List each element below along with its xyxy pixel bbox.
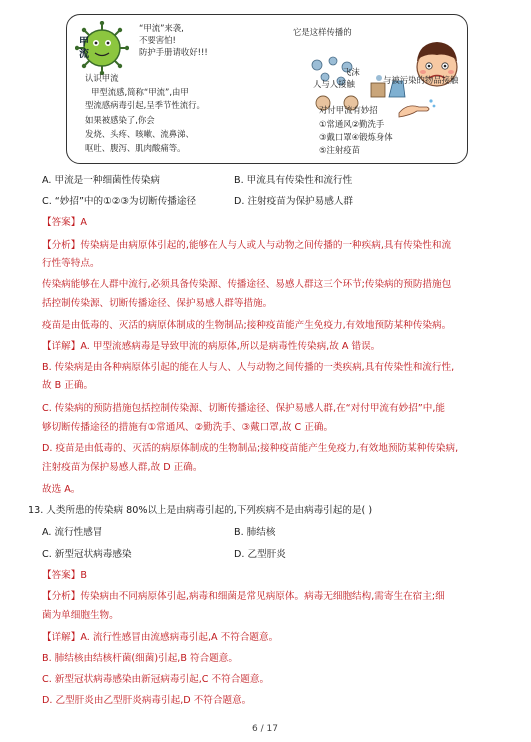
q12-detail-line-4: C. 传染病的预防措施包括控制传染源、切断传播途径、保护易感人群,在“对付甲流有妙招”中,能 <box>42 403 445 414</box>
tip-line-2: ③戴口罩④锻炼身体 <box>319 132 393 142</box>
spread-contact-label: 人与人接触 <box>313 79 355 89</box>
know-line-2: 型流感病毒引起,呈季节性流行。 <box>85 100 205 110</box>
q12-option-b: B. 甲流具有传染性和流行性 <box>234 175 353 186</box>
speech-line-1: “甲流”来袭, <box>139 23 184 33</box>
q13-detail-line-3: C. 新型冠状病毒感染由新冠病毒引起,C 不符合题意。 <box>42 674 270 685</box>
q12-option-d: D. 注射疫苗为保护易感人群 <box>234 196 354 207</box>
q12-analysis-line-2: 行性等特点。 <box>42 258 100 269</box>
infect-title: 如果被感染了,你会 <box>85 115 155 125</box>
speech-line-3: 防护手册请收好!!! <box>139 47 208 57</box>
spread-object-label: 与被污染的物品接触 <box>383 75 459 85</box>
q12-option-a: A. 甲流是一种细菌性传染病 <box>42 175 161 186</box>
tip-line-1: ①常通风②勤洗手 <box>319 119 385 129</box>
q12-detail-line-1: 【详解】A. 甲型流感病毒是导致甲流的病原体,所以是病毒性传染病,故 A 错误。 <box>42 341 381 352</box>
q13-answer: 【答案】B <box>42 570 87 581</box>
know-title: 认识甲流 <box>85 73 119 83</box>
tips-title: 对付甲流有妙招 <box>319 105 378 115</box>
q12-analysis-line-5: 疫苗是由低毒的、灭活的病原体制成的生物制品;接种疫苗能产生免疫力,有效地预防某种传染病。 <box>42 320 452 331</box>
q13-stem: 13. 人类所患的传染病 80%以上是由病毒引起的,下列疾病不是由病毒引起的是( ) <box>28 505 373 516</box>
tip-line-3: ⑤注射疫苗 <box>319 145 361 155</box>
spread-title: 它是这样传播的 <box>293 27 352 37</box>
q12-detail-line-3: 故 B 正确。 <box>42 380 94 391</box>
q12-analysis-line-1: 【分析】传染病是由病原体引起的,能够在人与人或人与动物之间传播的一种疾病,具有传染性和流 <box>42 240 452 251</box>
q12-analysis-line-3: 传染病能够在人群中流行,必须具备传染源、传播途径、易感人群这三个环节;传染病的预防措施包 <box>42 279 452 290</box>
q12-answer: 【答案】A <box>42 217 87 228</box>
speech-line-2: 不要害怕! <box>139 35 176 45</box>
q13-option-c: C. 新型冠状病毒感染 <box>42 549 132 560</box>
hand-washing-icon <box>397 97 437 119</box>
q13-detail-line-2: B. 肺结核由结核杆菌(细菌)引起,B 符合题意。 <box>42 653 238 664</box>
q12-conclusion: 故选 A。 <box>42 484 81 495</box>
q13-option-b: B. 肺结核 <box>234 527 276 538</box>
flu-prevention-figure <box>66 14 468 164</box>
q12-detail-line-5: 够切断传播途径的措施有①常通风、②勤洗手、③戴口罩,故 C 正确。 <box>42 422 334 433</box>
infect-line-1: 发烧、头疼、咳嗽、流鼻涕、 <box>85 129 194 139</box>
q13-detail-line-4: D. 乙型肝炎由乙型肝炎病毒引起,D 不符合题意。 <box>42 695 252 706</box>
q12-option-c: C. “妙招”中的①②③为切断传播途径 <box>42 196 197 207</box>
q12-detail-line-2: B. 传染病是由各种病原体引起的能在人与人、人与动物之间传播的一类疾病,具有传染性和流行性, <box>42 362 455 373</box>
know-line-1: 甲型流感,简称“甲流”,由甲 <box>91 87 189 97</box>
q13-option-a: A. 流行性感冒 <box>42 527 103 538</box>
flu-label: 甲 流 <box>79 37 89 60</box>
q13-analysis-line-2: 菌为单细胞生物。 <box>42 610 119 621</box>
q13-analysis-line-1: 【分析】传染病由不同病原体引起,病毒和细菌是常见病原体。病毒无细胞结构,需寄生在宿主;细 <box>42 591 445 602</box>
page-number: 6 / 17 <box>252 724 278 734</box>
q12-detail-line-6: D. 疫苗是由低毒的、灭活的病原体制成的生物制品;接种疫苗能产生免疫力,有效地预防某种传染病, <box>42 443 459 454</box>
q12-analysis-line-4: 括控制传染源、切断传播途径、保护易感人群等措施。 <box>42 298 273 309</box>
infect-line-2: 呕吐、腹泻、肌肉酸痛等。 <box>85 143 186 153</box>
spread-air-label: 飞沫 <box>343 67 360 77</box>
q13-detail-line-1: 【详解】A. 流行性感冒由流感病毒引起,A 不符合题意。 <box>42 632 279 643</box>
q12-detail-line-7: 注射疫苗为保护易感人群,故 D 正确。 <box>42 462 203 473</box>
q13-option-d: D. 乙型肝炎 <box>234 549 286 560</box>
